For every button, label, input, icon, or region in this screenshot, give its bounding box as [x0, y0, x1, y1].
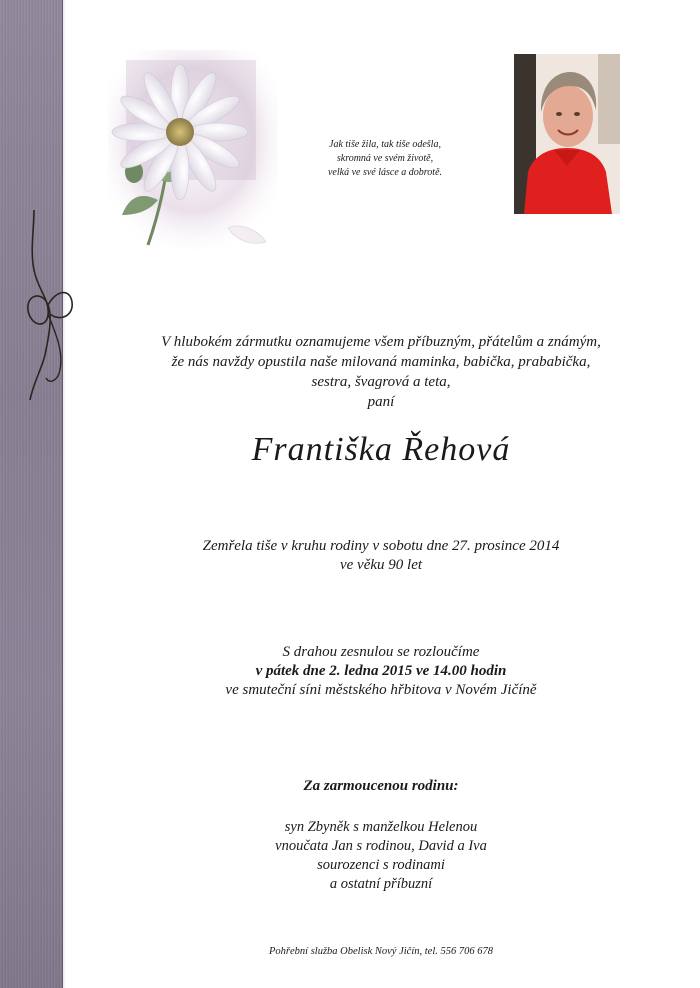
announcement-line: V hlubokém zármutku oznamujeme všem příbuzným, přátelům a známým, [161, 334, 601, 350]
family-list [62, 818, 700, 894]
family-line: syn Zbyněk s manželkou Helenou [284, 819, 478, 835]
daisy-flower-image [108, 50, 278, 250]
verse-line: Jak tiše žila, tak tiše odešla, [329, 139, 441, 150]
decorative-side-band [0, 0, 63, 988]
funeral-place: ve smuteční síni městského hřbitova v Novém Jičíně [225, 682, 537, 698]
announcement-text [62, 332, 700, 412]
portrait-image [514, 54, 620, 214]
family-line: sourozenci s rodinami [317, 857, 445, 873]
funeral-service-footer: Pohřební služba Obelisk Nový Jičín, tel. 556 706 678 [269, 946, 493, 957]
announcement-line: že nás navždy opustila naše milovaná maminka, babička, prababička, [171, 354, 591, 370]
verse-line: velká ve své lásce a dobrotě. [327, 167, 443, 178]
funeral-info [62, 643, 700, 700]
family-line: vnoučata Jan s rodinou, David a Iva [275, 838, 487, 854]
announcement-line: sestra, švagrová a teta, [311, 374, 451, 390]
family-heading: Za zarmoucenou rodinu: [303, 778, 459, 794]
death-notice [62, 537, 700, 575]
announcement-line: paní [367, 394, 395, 410]
death-line: Zemřela tiše v kruhu rodiny v sobotu dne 27. prosince 2014 [202, 538, 560, 554]
deceased-name: Františka Řehová [251, 431, 511, 468]
memorial-verse [300, 138, 470, 180]
funeral-date-time: v pátek dne 2. ledna 2015 ve 14.00 hodin [255, 663, 507, 679]
verse-line: skromná ve svém životě, [336, 153, 434, 164]
death-line: ve věku 90 let [339, 557, 423, 573]
family-line: a ostatní příbuzní [329, 876, 433, 892]
funeral-intro: S drahou zesnulou se rozloučíme [282, 644, 480, 660]
portrait-photo [514, 54, 620, 214]
